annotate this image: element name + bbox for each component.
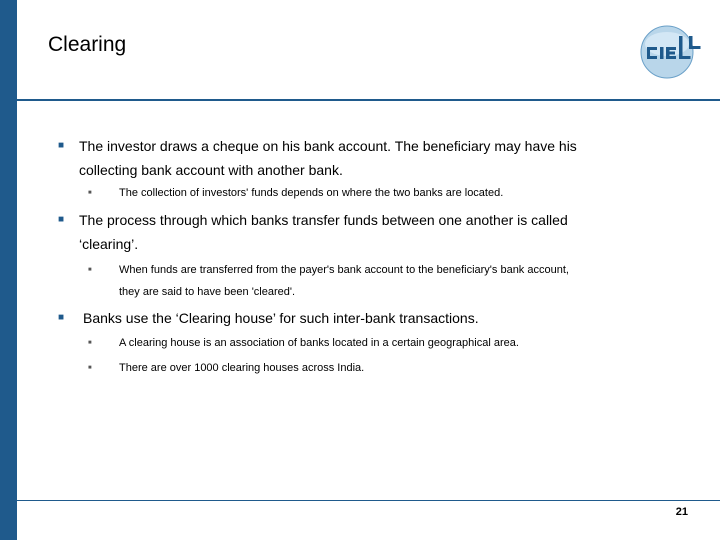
bullet-text: The process through which banks transfer funds between one another is called: [79, 212, 568, 228]
bullet-text: ‘clearing’.: [79, 236, 139, 252]
bullet-text: Banks use the ‘Clearing house’ for such inter-bank transactions.: [83, 310, 479, 326]
sub-bullet-square-icon: ■: [88, 340, 92, 346]
bullet-square-icon: ■: [58, 214, 65, 225]
bullet-item: [58, 208, 678, 256]
header-divider: [17, 99, 720, 101]
footer-divider: [17, 500, 720, 501]
bullet-square-icon: ■: [58, 140, 65, 151]
bullet-square-icon: ■: [58, 312, 65, 323]
sub-bullet-item: [88, 357, 688, 379]
bullet-item: [58, 306, 678, 330]
sub-bullet-square-icon: ■: [88, 365, 92, 371]
sub-bullet-text: The collection of investors' funds depends on where the two banks are located.: [119, 187, 504, 199]
sub-bullet-item: [88, 182, 688, 204]
ciel-logo: [631, 22, 707, 82]
sub-bullet-item: [88, 332, 688, 354]
sub-bullet-square-icon: ■: [88, 267, 92, 273]
page-number: 21: [675, 506, 688, 518]
sub-bullet-text: There are over 1000 clearing houses across India.: [119, 362, 365, 374]
bullet-item: [58, 134, 678, 182]
sub-bullet-item: [88, 259, 688, 303]
sub-bullet-square-icon: ■: [88, 190, 92, 196]
bullet-text: collecting bank account with another bank.: [79, 162, 343, 178]
sub-bullet-text: When funds are transferred from the payer's bank account to the beneficiary's bank account,: [119, 264, 569, 276]
left-accent-bar: [0, 0, 17, 540]
sub-bullet-text: they are said to have been 'cleared'.: [119, 286, 296, 298]
slide-title: Clearing: [48, 33, 127, 56]
bullet-text: The investor draws a cheque on his bank account. The beneficiary may have his: [79, 138, 577, 154]
sub-bullet-text: A clearing house is an association of banks located in a certain geographical area.: [119, 337, 519, 349]
